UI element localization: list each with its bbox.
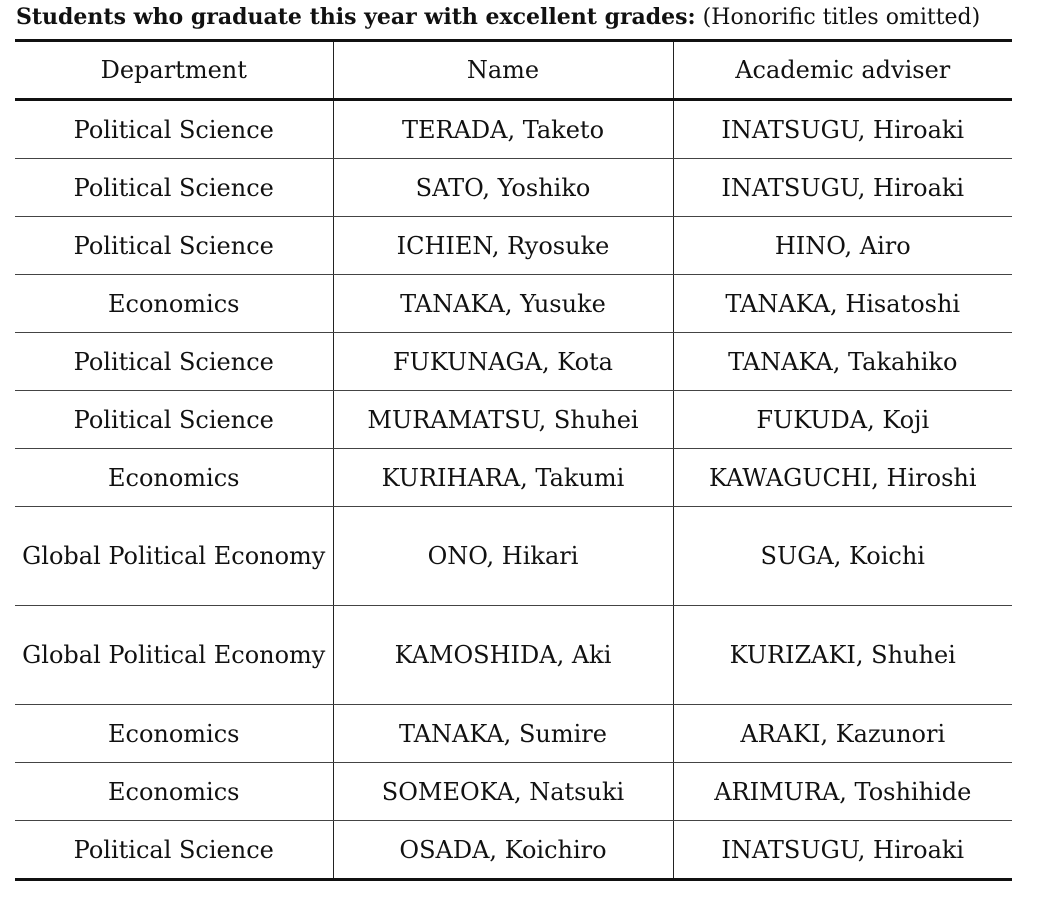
cell-department: Political Science xyxy=(15,821,333,880)
table-row xyxy=(15,705,1012,763)
cell-name: MURAMATSU, Shuhei xyxy=(333,391,673,449)
cell-name: ONO, Hikari xyxy=(333,507,673,606)
cell-adviser: HINO, Airo xyxy=(673,217,1012,275)
cell-adviser: INATSUGU, Hiroaki xyxy=(673,821,1012,880)
table-row xyxy=(15,159,1012,217)
cell-department: Political Science xyxy=(15,333,333,391)
cell-department: Global Political Economy xyxy=(15,606,333,705)
table-row xyxy=(15,507,1012,606)
table-row xyxy=(15,449,1012,507)
cell-adviser: FUKUDA, Koji xyxy=(673,391,1012,449)
cell-adviser: INATSUGU, Hiroaki xyxy=(673,159,1012,217)
header-department: Department xyxy=(15,41,333,100)
cell-adviser: TANAKA, Hisatoshi xyxy=(673,275,1012,333)
cell-department: Economics xyxy=(15,449,333,507)
header-academic-adviser: Academic adviser xyxy=(673,41,1012,100)
cell-name: KAMOSHIDA, Aki xyxy=(333,606,673,705)
cell-name: SATO, Yoshiko xyxy=(333,159,673,217)
table-row xyxy=(15,606,1012,705)
cell-department: Political Science xyxy=(15,391,333,449)
cell-name: FUKUNAGA, Kota xyxy=(333,333,673,391)
cell-name: TERADA, Taketo xyxy=(333,100,673,159)
caption-title: Students who graduate this year with excellent grades: xyxy=(16,4,696,30)
cell-department: Political Science xyxy=(15,100,333,159)
cell-name: KURIHARA, Takumi xyxy=(333,449,673,507)
cell-adviser: INATSUGU, Hiroaki xyxy=(673,100,1012,159)
table-row xyxy=(15,821,1012,880)
cell-adviser: ARAKI, Kazunori xyxy=(673,705,1012,763)
cell-department: Political Science xyxy=(15,217,333,275)
table-header xyxy=(15,41,1012,100)
cell-name: TANAKA, Sumire xyxy=(333,705,673,763)
cell-department: Economics xyxy=(15,705,333,763)
cell-name: TANAKA, Yusuke xyxy=(333,275,673,333)
header-name: Name xyxy=(333,41,673,100)
cell-adviser: KURIZAKI, Shuhei xyxy=(673,606,1012,705)
cell-adviser: KAWAGUCHI, Hiroshi xyxy=(673,449,1012,507)
cell-department: Global Political Economy xyxy=(15,507,333,606)
cell-adviser: TANAKA, Takahiko xyxy=(673,333,1012,391)
cell-name: OSADA, Koichiro xyxy=(333,821,673,880)
table-row xyxy=(15,217,1012,275)
graduates-table xyxy=(15,39,1012,881)
table-caption xyxy=(16,3,980,32)
table-body xyxy=(15,100,1012,880)
cell-department: Economics xyxy=(15,763,333,821)
cell-name: ICHIEN, Ryosuke xyxy=(333,217,673,275)
cell-adviser: ARIMURA, Toshihide xyxy=(673,763,1012,821)
cell-department: Political Science xyxy=(15,159,333,217)
table-row xyxy=(15,333,1012,391)
cell-adviser: SUGA, Koichi xyxy=(673,507,1012,606)
cell-department: Economics xyxy=(15,275,333,333)
caption-note: (Honorific titles omitted) xyxy=(695,5,981,30)
header-row xyxy=(15,41,1012,100)
table-row xyxy=(15,275,1012,333)
table-row xyxy=(15,100,1012,159)
table-row xyxy=(15,763,1012,821)
table-row xyxy=(15,391,1012,449)
cell-name: SOMEOKA, Natsuki xyxy=(333,763,673,821)
